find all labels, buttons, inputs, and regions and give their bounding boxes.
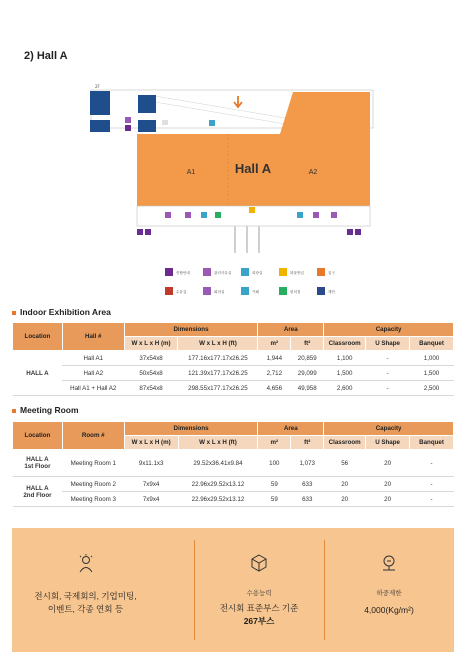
header-location: Location bbox=[13, 422, 63, 450]
header-ft2: ft² bbox=[291, 436, 324, 450]
table-row bbox=[13, 351, 454, 366]
info-icon bbox=[347, 229, 353, 235]
classroom-cell: 1,100 bbox=[324, 351, 366, 366]
banner-load-column bbox=[324, 528, 454, 652]
dim-ft-cell: 29.52x36.41x9.84 bbox=[178, 450, 258, 477]
hall-cell: Hall A2 bbox=[62, 366, 124, 381]
ushape-cell: 20 bbox=[366, 492, 410, 507]
header-capacity: Capacity bbox=[324, 422, 454, 436]
features-banner bbox=[12, 528, 454, 652]
banner-use-text: 전시회, 국제회의, 기업미팅, 이벤트, 각종 연회 등 bbox=[34, 591, 137, 614]
office-icon bbox=[331, 212, 337, 218]
location-line: HALL A bbox=[26, 456, 49, 463]
m2-cell: 4,656 bbox=[258, 381, 291, 396]
weight-icon bbox=[380, 554, 398, 572]
header-classroom: Classroom bbox=[324, 436, 366, 450]
restroom-icon bbox=[297, 212, 303, 218]
restroom-icon bbox=[241, 268, 249, 276]
banner-capacity-caption: 수용능력 bbox=[246, 590, 272, 597]
ushape-cell: 20 bbox=[366, 477, 410, 492]
location-cell bbox=[13, 477, 63, 507]
dim-m-cell: 9x11.1x3 bbox=[124, 450, 178, 477]
legend-label: 계단 bbox=[328, 290, 335, 294]
location-line: HALL A bbox=[26, 484, 49, 492]
dim-ft-cell: 177.16x177.17x26.25 bbox=[178, 351, 258, 366]
ft2-cell: 29,099 bbox=[291, 366, 324, 381]
floor-marker: 2F bbox=[95, 84, 100, 89]
table-row bbox=[13, 477, 454, 492]
cargo-icon bbox=[249, 207, 255, 213]
header-m2: m² bbox=[258, 436, 291, 450]
m2-cell: 100 bbox=[258, 450, 291, 477]
cargo-icon bbox=[279, 268, 287, 276]
m2-cell: 1,944 bbox=[258, 351, 291, 366]
office-icon bbox=[162, 120, 168, 125]
info-icon bbox=[137, 229, 143, 235]
dim-ft-cell: 121.39x177.17x26.25 bbox=[178, 366, 258, 381]
dim-m-cell: 50x54x8 bbox=[124, 366, 178, 381]
table-row bbox=[13, 450, 454, 477]
box-icon bbox=[251, 554, 267, 572]
dim-m-cell: 37x54x8 bbox=[124, 351, 178, 366]
banquet-cell: - bbox=[410, 477, 454, 492]
room-cell: Meeting Room 2 bbox=[62, 477, 124, 492]
legend-label: 편의점 bbox=[290, 290, 301, 294]
banquet-cell: - bbox=[410, 450, 454, 477]
header-banquet: Banquet bbox=[410, 436, 454, 450]
section-title-text: Meeting Room bbox=[20, 405, 79, 415]
meeting-icon bbox=[185, 212, 191, 218]
escalator-icon bbox=[317, 287, 325, 295]
room-cell: Meeting Room 3 bbox=[62, 492, 124, 507]
header-dimensions: Dimensions bbox=[124, 323, 258, 337]
ft2-cell: 20,859 bbox=[291, 351, 324, 366]
hall-a2-label: A2 bbox=[308, 169, 318, 176]
header-location: Location bbox=[13, 323, 63, 351]
store-icon bbox=[215, 212, 221, 218]
info-icon bbox=[165, 268, 173, 276]
page-title: 2) Hall A bbox=[24, 50, 68, 62]
header-hall: Hall # bbox=[62, 323, 124, 351]
office-icon bbox=[203, 268, 211, 276]
location-cell bbox=[13, 450, 63, 477]
meeting-table bbox=[12, 421, 454, 507]
header-ushape: U Shape bbox=[366, 337, 410, 351]
header-dim-m: W x L x H (m) bbox=[124, 337, 178, 351]
restroom-icon bbox=[201, 212, 207, 218]
person-icon bbox=[78, 554, 94, 574]
info-icon bbox=[355, 229, 361, 235]
hall-a1-label: A1 bbox=[186, 169, 196, 176]
bullet-icon bbox=[12, 409, 16, 413]
blue-block bbox=[90, 91, 110, 115]
banquet-cell: 1,000 bbox=[410, 351, 454, 366]
cafe-icon bbox=[241, 287, 249, 295]
banquet-cell: 1,500 bbox=[410, 366, 454, 381]
table-row bbox=[13, 492, 454, 507]
hall-cell: Hall A1 + Hall A2 bbox=[62, 381, 124, 396]
hall-a-floorplan bbox=[85, 78, 385, 300]
legend-label: 수유실 bbox=[176, 290, 187, 294]
legend-label: 화물반입 bbox=[290, 271, 304, 275]
exhibition-table bbox=[12, 322, 454, 396]
header-classroom: Classroom bbox=[324, 337, 366, 351]
header-dim-m: W x L x H (m) bbox=[124, 436, 178, 450]
table-row bbox=[13, 366, 454, 381]
banner-capacity-line1: 전시회 표준부스 기준 bbox=[219, 603, 299, 613]
table-row bbox=[13, 381, 454, 396]
section-title-exhibition bbox=[12, 307, 111, 317]
meeting-icon bbox=[313, 212, 319, 218]
classroom-cell: 56 bbox=[324, 450, 366, 477]
m2-cell: 2,712 bbox=[258, 366, 291, 381]
meeting-icon bbox=[203, 287, 211, 295]
dim-ft-cell: 298.55x177.17x26.25 bbox=[178, 381, 258, 396]
m2-cell: 59 bbox=[258, 477, 291, 492]
ft2-cell: 633 bbox=[291, 477, 324, 492]
dim-ft-cell: 22.96x29.52x13.12 bbox=[178, 492, 258, 507]
banner-load-value: 4,000(Kg/m²) bbox=[364, 605, 414, 615]
legend-label: 관리사무실 bbox=[214, 271, 232, 275]
section-title-text: Indoor Exhibition Area bbox=[20, 307, 111, 317]
floorplan-legend bbox=[165, 268, 335, 295]
info-icon bbox=[125, 125, 131, 131]
blue-block bbox=[138, 95, 156, 113]
classroom-cell: 20 bbox=[324, 477, 366, 492]
classroom-cell: 1,500 bbox=[324, 366, 366, 381]
dim-m-cell: 7x9x4 bbox=[124, 492, 178, 507]
banner-capacity-column bbox=[194, 528, 324, 652]
header-area: Area bbox=[258, 422, 324, 436]
section-title-meeting bbox=[12, 405, 79, 415]
dim-m-cell: 7x9x4 bbox=[124, 477, 178, 492]
header-m2: m² bbox=[258, 337, 291, 351]
location-line: 2nd Floor bbox=[23, 491, 52, 499]
dim-m-cell: 87x54x8 bbox=[124, 381, 178, 396]
legend-label: 입구 bbox=[328, 271, 335, 275]
hall-label: Hall A bbox=[234, 161, 272, 176]
office-icon bbox=[165, 212, 171, 218]
header-dimensions: Dimensions bbox=[124, 422, 258, 436]
m2-cell: 59 bbox=[258, 492, 291, 507]
hall-cell: Hall A1 bbox=[62, 351, 124, 366]
entrance-icon bbox=[317, 268, 325, 276]
blue-block bbox=[138, 120, 156, 132]
classroom-cell: 20 bbox=[324, 492, 366, 507]
header-ft2: ft² bbox=[291, 337, 324, 351]
location-line: 1st Floor bbox=[24, 463, 51, 470]
header-dim-ft: W x L x H (ft) bbox=[178, 436, 258, 450]
banner-use-column bbox=[12, 528, 159, 652]
ft2-cell: 1,073 bbox=[291, 450, 324, 477]
banner-load-caption: 하중제한 bbox=[376, 590, 402, 597]
legend-label: 화장실 bbox=[252, 271, 263, 275]
legend-label: 회의실 bbox=[214, 290, 225, 294]
banquet-cell: - bbox=[410, 492, 454, 507]
room-cell: Meeting Room 1 bbox=[62, 450, 124, 477]
header-ushape: U Shape bbox=[366, 436, 410, 450]
ushape-cell: - bbox=[366, 366, 410, 381]
header-room: Room # bbox=[62, 422, 124, 450]
ushape-cell: - bbox=[366, 351, 410, 366]
nursing-icon bbox=[165, 287, 173, 295]
info-icon bbox=[145, 229, 151, 235]
header-capacity: Capacity bbox=[324, 323, 454, 337]
banner-capacity-line2: 267부스 bbox=[243, 616, 275, 626]
header-area: Area bbox=[258, 323, 324, 337]
classroom-cell: 2,600 bbox=[324, 381, 366, 396]
ushape-cell: 20 bbox=[366, 450, 410, 477]
bullet-icon bbox=[12, 311, 16, 315]
location-cell: HALL A bbox=[13, 351, 63, 396]
header-dim-ft: W x L x H (ft) bbox=[178, 337, 258, 351]
restroom-icon bbox=[209, 120, 215, 126]
legend-label: 카페 bbox=[252, 290, 259, 294]
store-icon bbox=[279, 287, 287, 295]
dim-ft-cell: 22.96x29.52x13.12 bbox=[178, 477, 258, 492]
info-icon bbox=[125, 117, 131, 123]
banquet-cell: 2,500 bbox=[410, 381, 454, 396]
ft2-cell: 49,958 bbox=[291, 381, 324, 396]
ushape-cell: - bbox=[366, 381, 410, 396]
header-banquet: Banquet bbox=[410, 337, 454, 351]
blue-block bbox=[90, 120, 110, 132]
ft2-cell: 633 bbox=[291, 492, 324, 507]
legend-label: 종합안내 bbox=[176, 271, 190, 275]
